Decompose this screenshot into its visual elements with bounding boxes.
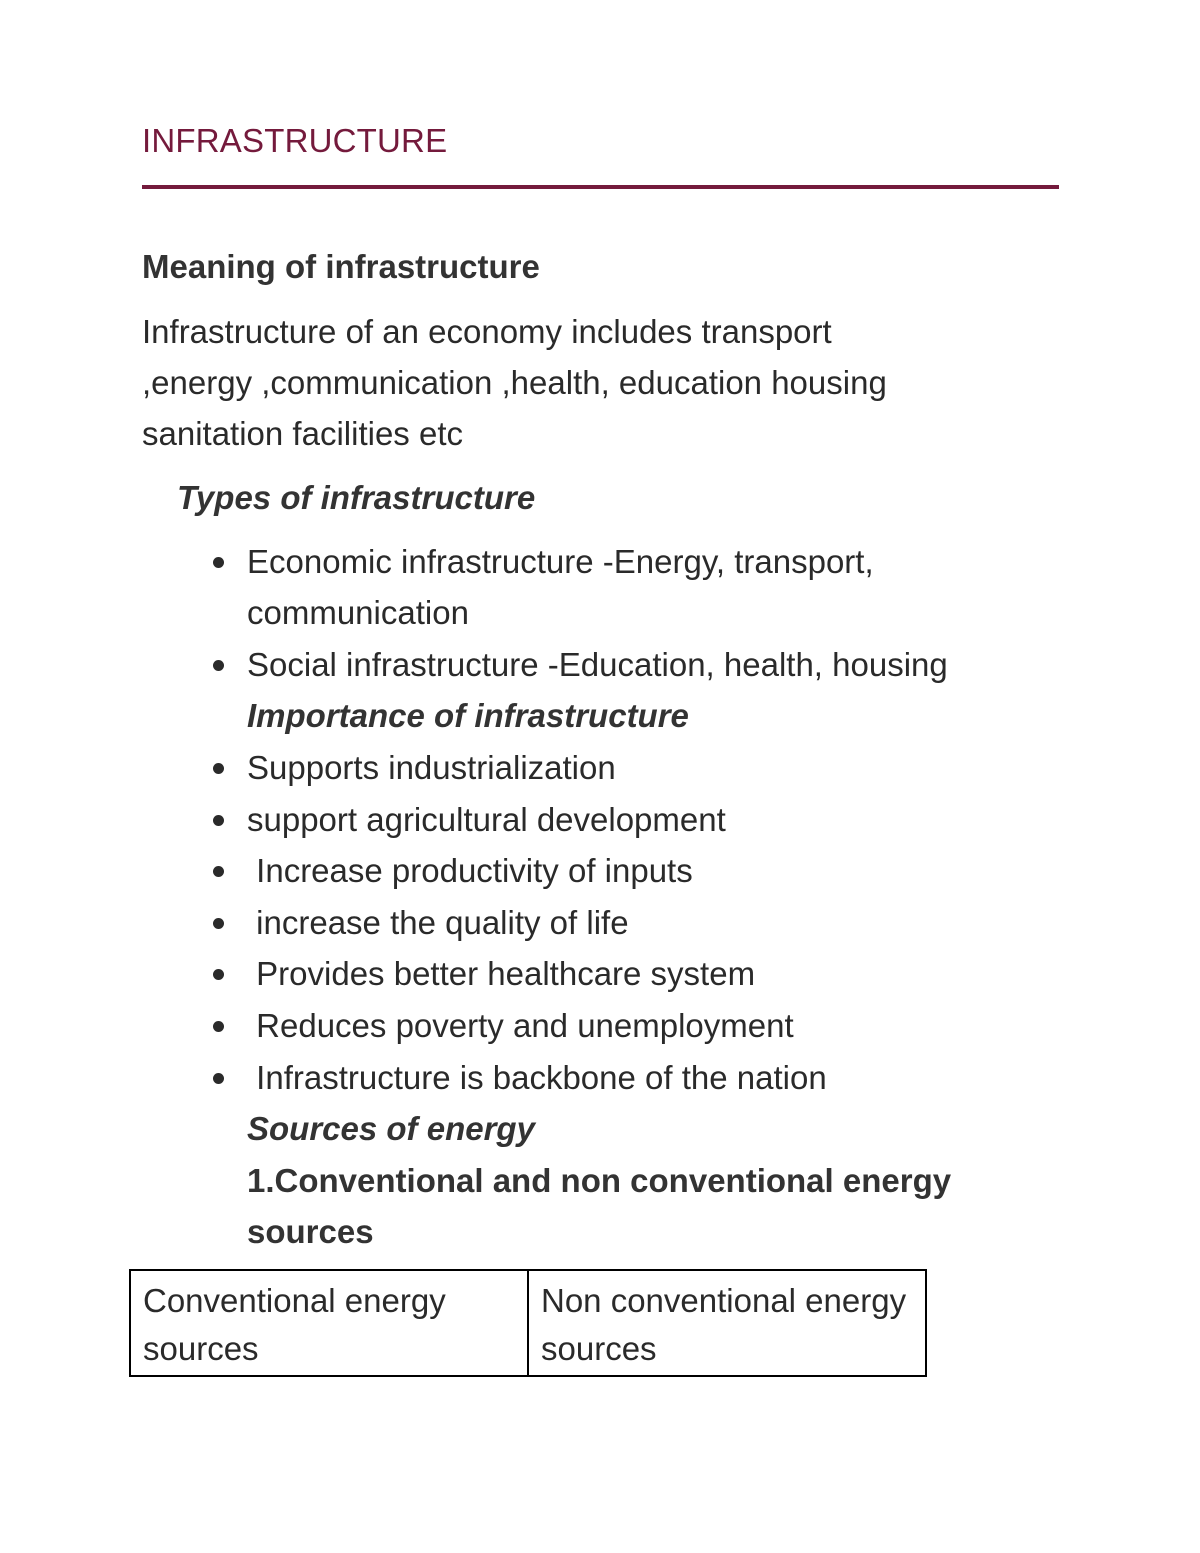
document-title: INFRASTRUCTURE — [142, 122, 448, 159]
bullet-icon — [213, 918, 224, 929]
table-header-non-conventional: Non conventional energy sources — [528, 1270, 926, 1376]
list-item-text: support agricultural development — [247, 801, 726, 838]
list-item-text: Provides better healthcare system — [247, 955, 756, 992]
list-item — [207, 953, 1107, 995]
bullet-icon — [213, 969, 224, 980]
title-underline — [142, 185, 1059, 189]
list-item-text: Reduces poverty and unemployment — [247, 1007, 794, 1044]
meaning-paragraph-line-2: ,energy ,communication ,health, education housing — [142, 364, 887, 401]
list-item-text: Social infrastructure -Education, health, housing — [247, 646, 948, 683]
bullet-icon — [213, 815, 224, 826]
importance-heading: Importance of infrastructure — [247, 697, 689, 734]
energy-subheading-line-1: 1.Conventional and non conventional energy — [247, 1162, 952, 1199]
energy-subheading-line-2: sources — [247, 1213, 374, 1250]
list-item — [207, 902, 1107, 944]
meaning-heading: Meaning of infrastructure — [142, 248, 540, 285]
list-item-text: Infrastructure is backbone of the nation — [247, 1059, 827, 1096]
energy-sources-table — [129, 1269, 927, 1377]
list-item — [207, 1057, 1107, 1099]
list-item-continuation: communication — [247, 594, 469, 631]
bullet-icon — [213, 1073, 224, 1084]
meaning-paragraph-line-3: sanitation facilities etc — [142, 415, 463, 452]
list-item — [207, 850, 1107, 892]
list-item — [207, 644, 1107, 686]
list-item — [207, 799, 1107, 841]
list-item-text: Increase productivity of inputs — [247, 852, 693, 889]
types-heading: Types of infrastructure — [177, 479, 536, 516]
list-item-text: Supports industrialization — [247, 749, 616, 786]
list-item — [207, 747, 1107, 789]
bullet-icon — [213, 1021, 224, 1032]
table-header-conventional: Conventional energy sources — [130, 1270, 528, 1376]
list-item — [207, 541, 1107, 583]
list-item-text: Economic infrastructure -Energy, transport, — [247, 543, 874, 580]
meaning-paragraph-line-1: Infrastructure of an economy includes transport — [142, 313, 832, 350]
list-item-text: increase the quality of life — [247, 904, 629, 941]
bullet-icon — [213, 763, 224, 774]
bullet-icon — [213, 660, 224, 671]
table-row — [130, 1270, 926, 1376]
energy-heading: Sources of energy — [247, 1110, 535, 1147]
bullet-icon — [213, 557, 224, 568]
bullet-icon — [213, 866, 224, 877]
list-item — [207, 1005, 1107, 1047]
